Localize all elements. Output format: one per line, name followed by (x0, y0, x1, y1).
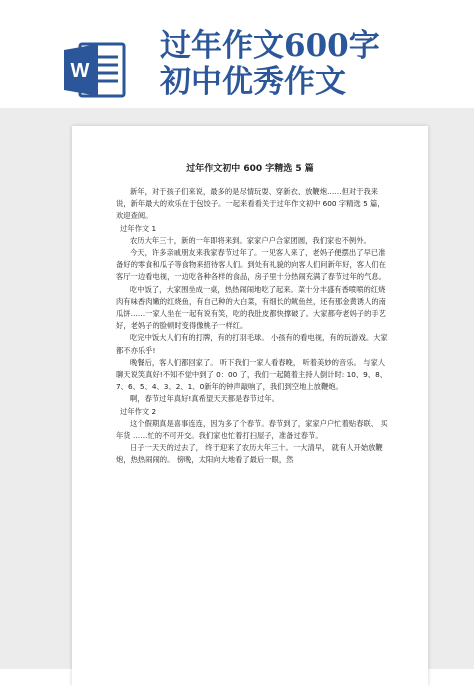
paragraph: 日子一天天的过去了， 终于迎来了农历大年三十。一大清早， 就有人开始放鞭炮，热热闹闹的。 傍晚，太阳向大地看了最后一眼，然 (116, 443, 383, 465)
document-title: 过年作文初中 600 字精选 5 篇 (186, 164, 314, 174)
document-body (116, 186, 388, 467)
document-page (72, 126, 428, 686)
paragraph: 农历大年三十，新的一年即将来到。家家户户合家团圆，我们家也不例外。 (130, 235, 371, 245)
paragraph: 晚餐后，客人们都回家了。 听下我们一家人看春晚， 听着美妙的音乐。 与家人聊天说笑真好!不知不觉中到了 0：00 了，我们一起随着主持人倒计时: 10、9、8、7、6、5、4、3、2、1、0新年的钟声敲响了，我们到空地上放鞭炮。 (116, 357, 388, 392)
paragraph: 今天，许多亲戚朋友来我家春节过年了。一见客人来了，老妈子便摆出了早已准备好的零食和瓜子等食物来招待客人们。到处有礼貌的向客人们问新年好，客人们在客厅一边看电视，一边吃各种各样的食品，房子里十分热闹充满了春节过年的气息。 (116, 248, 386, 282)
paragraph: 吃完中饭大人们有的打牌，有的打羽毛球。 小孩有的看电视，有的玩游戏。大家都不亦乐乎! (116, 333, 388, 355)
section-heading: 过年作文 1 (120, 223, 157, 233)
paragraph: 新年，对于孩子们来说，最多的是尽情玩耍、穿新衣、放鞭炮……但对于我来说，新年最大的欢乐在于包饺子。一起来看看关于过年作文初中 600 字精选 5 篇，欢迎查阅。 (116, 187, 385, 221)
paragraph: 这个假期真是喜事连连，因为多了个春节。春节到了，家家户户忙着贴春联、 买年货 ……忙的不可开交。我们家也忙着打扫屋子，准备过春节。 (116, 418, 388, 441)
section-heading: 过年作文 2 (120, 406, 157, 416)
paragraph: 吃中饭了，大家围坐成一桌，热热闹闹地吃了起来。菜十分丰盛有香喷喷的红烧肉有味香肉嫩的红烧鱼，有自己种的大白菜，有细长的鱿鱼丝，还有那金黄诱人的南瓜饼……一家人坐在一起有说有笑，吃的我肚皮都快撑破了。大家都夸老妈子的手艺好，老妈子的脸顿时变得像桃子一样红。 (116, 284, 386, 331)
word-document-icon (64, 42, 126, 98)
banner-title (160, 28, 380, 100)
banner-title-line1: 过年作文600字 (160, 28, 380, 64)
banner-title-line2: 初中优秀作文 (160, 64, 346, 100)
banner (0, 0, 474, 108)
word-letter: W (70, 60, 90, 82)
paragraph: 啊，春节过年真好!真希望天天都是春节过年。 (130, 394, 279, 404)
